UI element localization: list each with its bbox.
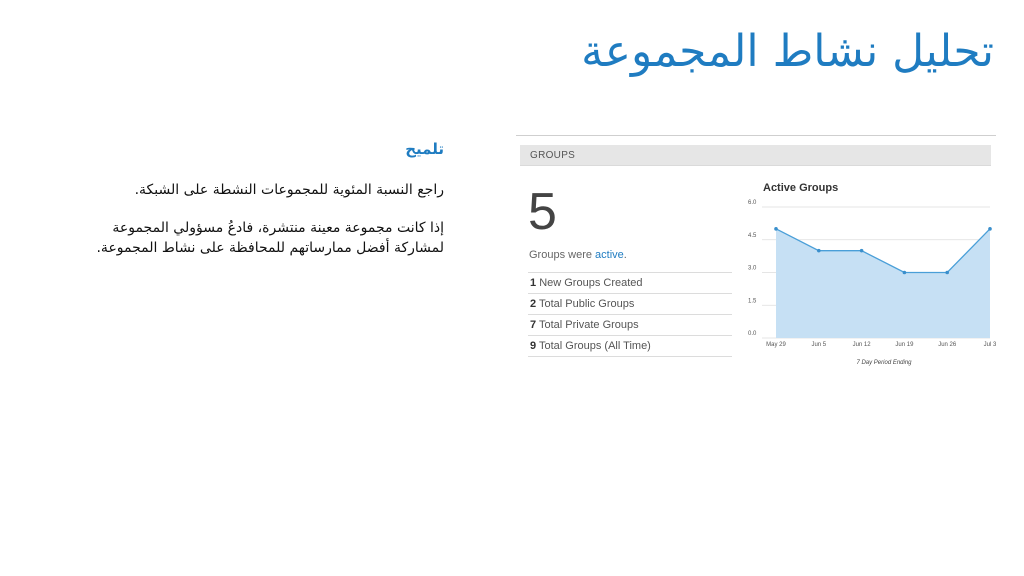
data-point: [817, 249, 821, 253]
active-caption-prefix: Groups were: [529, 249, 596, 261]
data-point: [860, 249, 864, 253]
y-tick-label: 6.0: [748, 200, 757, 206]
stat-label: Total Public Groups: [538, 298, 635, 310]
stat-row-total-groups: [528, 335, 732, 357]
active-link[interactable]: active: [595, 249, 624, 261]
data-point: [988, 227, 992, 231]
x-tick-label: Jun 5: [811, 342, 827, 348]
active-groups-caption: [529, 249, 627, 261]
chart-x-axis-label: 7 Day Period Ending: [856, 360, 912, 366]
data-point: [903, 271, 907, 275]
stat-label: Total Groups (All Time): [538, 340, 651, 352]
group-stats-list: [528, 272, 732, 357]
tip-paragraph-2: إذا كانت مجموعة معينة منتشرة، فادعُ مسؤولي المجموعة لمشاركة أفضل ممارساتهم للمحافظة على نشاط المجموعة.: [96, 220, 444, 256]
data-point: [774, 227, 778, 231]
y-tick-label: 3.0: [748, 265, 757, 272]
x-tick-label: May 29: [766, 342, 786, 348]
chart-title: Active Groups: [763, 182, 839, 194]
groups-panel: [516, 135, 996, 368]
stat-label: New Groups Created: [539, 277, 643, 289]
stat-row-private-groups: [528, 314, 732, 335]
groups-panel-header-label: GROUPS: [530, 150, 576, 161]
tip-heading: تلميح: [405, 140, 444, 158]
stat-label: Total Private Groups: [538, 319, 639, 331]
chart-area: [776, 229, 990, 338]
tip-paragraph-1: راجع النسبة المئوية للمجموعات النشطة على الشبكة.: [134, 182, 444, 198]
x-tick-label: Jul 3: [983, 342, 996, 348]
groups-panel-header: [520, 145, 991, 166]
y-tick-label: 4.5: [748, 232, 757, 239]
x-tick-label: Jun 12: [852, 342, 871, 348]
active-groups-chart-svg: [746, 174, 996, 370]
stat-row-new-groups: [528, 272, 732, 293]
active-caption-suffix: .: [623, 249, 627, 261]
stat-value: 9: [530, 340, 537, 352]
tip-block: [84, 140, 444, 276]
chart-y-ticks: [748, 200, 757, 337]
stat-value: 1: [530, 277, 537, 289]
active-groups-count: 5: [528, 183, 557, 241]
slide-title: تحليل نشاط المجموعة: [581, 26, 994, 77]
stat-value: 7: [530, 319, 537, 331]
y-tick-label: 1.5: [748, 298, 757, 305]
x-tick-label: Jun 19: [895, 342, 914, 348]
stat-row-public-groups: [528, 293, 732, 314]
data-point: [945, 271, 949, 275]
x-tick-label: Jun 26: [938, 342, 957, 348]
chart-x-ticks: [766, 342, 996, 348]
y-tick-label: 0.0: [748, 331, 757, 337]
stat-value: 2: [530, 298, 537, 310]
active-groups-chart: [746, 174, 996, 370]
